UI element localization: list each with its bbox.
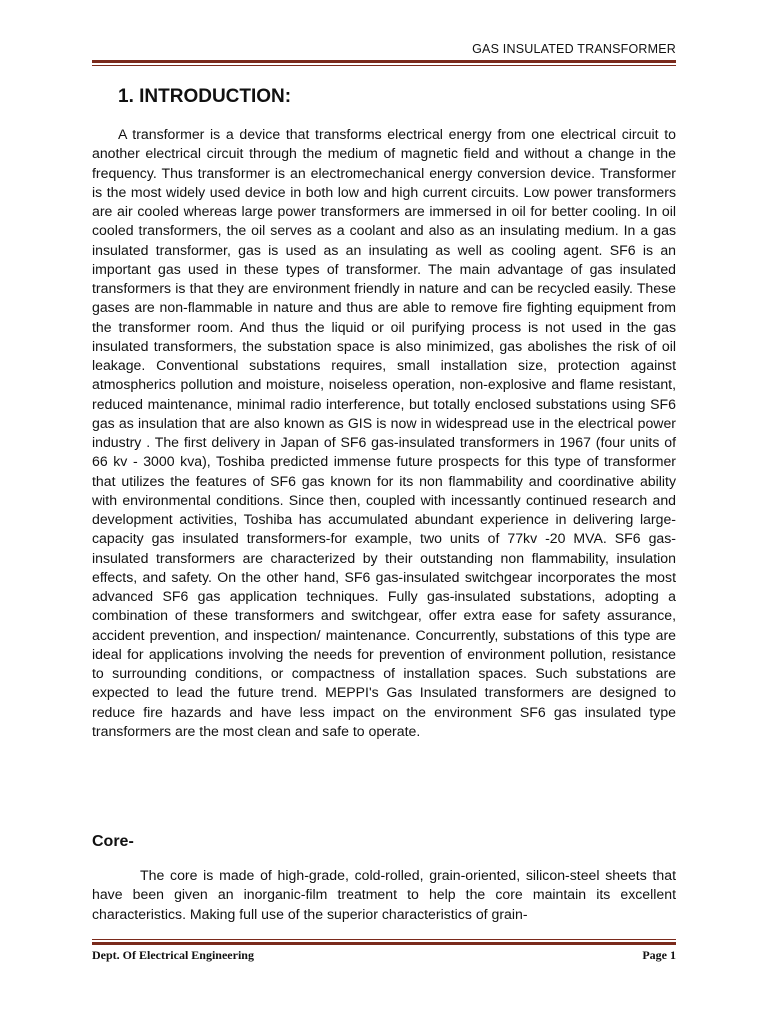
footer-department: Dept. Of Electrical Engineering: [92, 948, 254, 962]
footer-page-number: Page 1: [642, 948, 676, 962]
footer-rule-thin: [92, 939, 676, 940]
introduction-paragraph: A transformer is a device that transforms electrical energy from one electrical circuit to another electrical circuit through the medium of magnetic field and without a change in the frequency. Thus transformer is an electromechanical energy conversion device. Transformer is the most widely used device in both low and high current circuits. Low power transformers are air cooled whereas large power transformers are immersed in oil for better cooling. In oil cooled transformers, the oil serves as a coolant and also as an insulating medium. In a gas insulated transformer, gas is used as an insulating as well as cooling agent. SF6 is an important gas used in these types of transformer. The main advantage of gas insulated transformers is that they are environment friendly in nature and can be recycled easily. These gases are non-flammable in nature and thus are able to remove fire fighting equipment from the transformer room. And thus the liquid or oil purifying process is not used in the gas insulated transformers, the substation space is also minimized, gas abolishes the risk of oil leakage. Conventional substations requires, small installation size, protection against atmospherics pollution and moisture, noiseless operation, non-explosive and flame resistant, reduced maintenance, minimal radio interference, but totally enclosed substations using SF6 gas as insulation that are also known as GIS is now in widespread use in the electrical power industry . The first delivery in Japan of SF6 gas-insulated transformers in 1967 (four units of 66 kv - 3000 kva), Toshiba predicted immense future prospects for this type of transformer that utilizes the features of SF6 gas known for its non flammability and coordinative ability with environmental conditions. Since then, coupled with incessantly continued research and development activities, Toshiba has accumulated abundant experience in delivering large-capacity gas insulated transformers-for example, two units of 77kv -20 MVA. SF6 gas-insulated transformers are characterized by their outstanding non flammability, insulation effects, and safety. On the other hand, SF6 gas-insulated switchgear incorporates the most advanced SF6 gas application techniques. Fully gas-insulated substations, adopting a combination of these transformers and switchgear, offer extra ease for safety assurance, accident prevention, and inspection/ maintenance. Concurrently, substations of this type are ideal for applications involving the needs for prevention of environment pollution, resistance to surrounding conditions, or compactness of installation spaces. Such substations are expected to lead the future trend. MEPPI's Gas Insulated transformers are designed to reduce fire hazards and have less impact on the environment SF6 gas insulated type transformers are the most clean and safe to operate.: [92, 126, 676, 739]
core-paragraph: The core is made of high-grade, cold-rolled, grain-oriented, silicon-steel sheets that have been given an inorganic-film treatment to help the core maintain its excellent characteristics. Making full use of the superior characteristics of grain-: [92, 867, 676, 922]
section-heading-core: Core-: [92, 833, 134, 850]
footer-rule-thick: [92, 942, 676, 945]
header-title: GAS INSULATED TRANSFORMER: [472, 42, 676, 56]
header-rule-thick: [92, 60, 676, 63]
section-heading-introduction: 1. INTRODUCTION:: [118, 86, 292, 107]
header-rule-thin: [92, 65, 676, 66]
